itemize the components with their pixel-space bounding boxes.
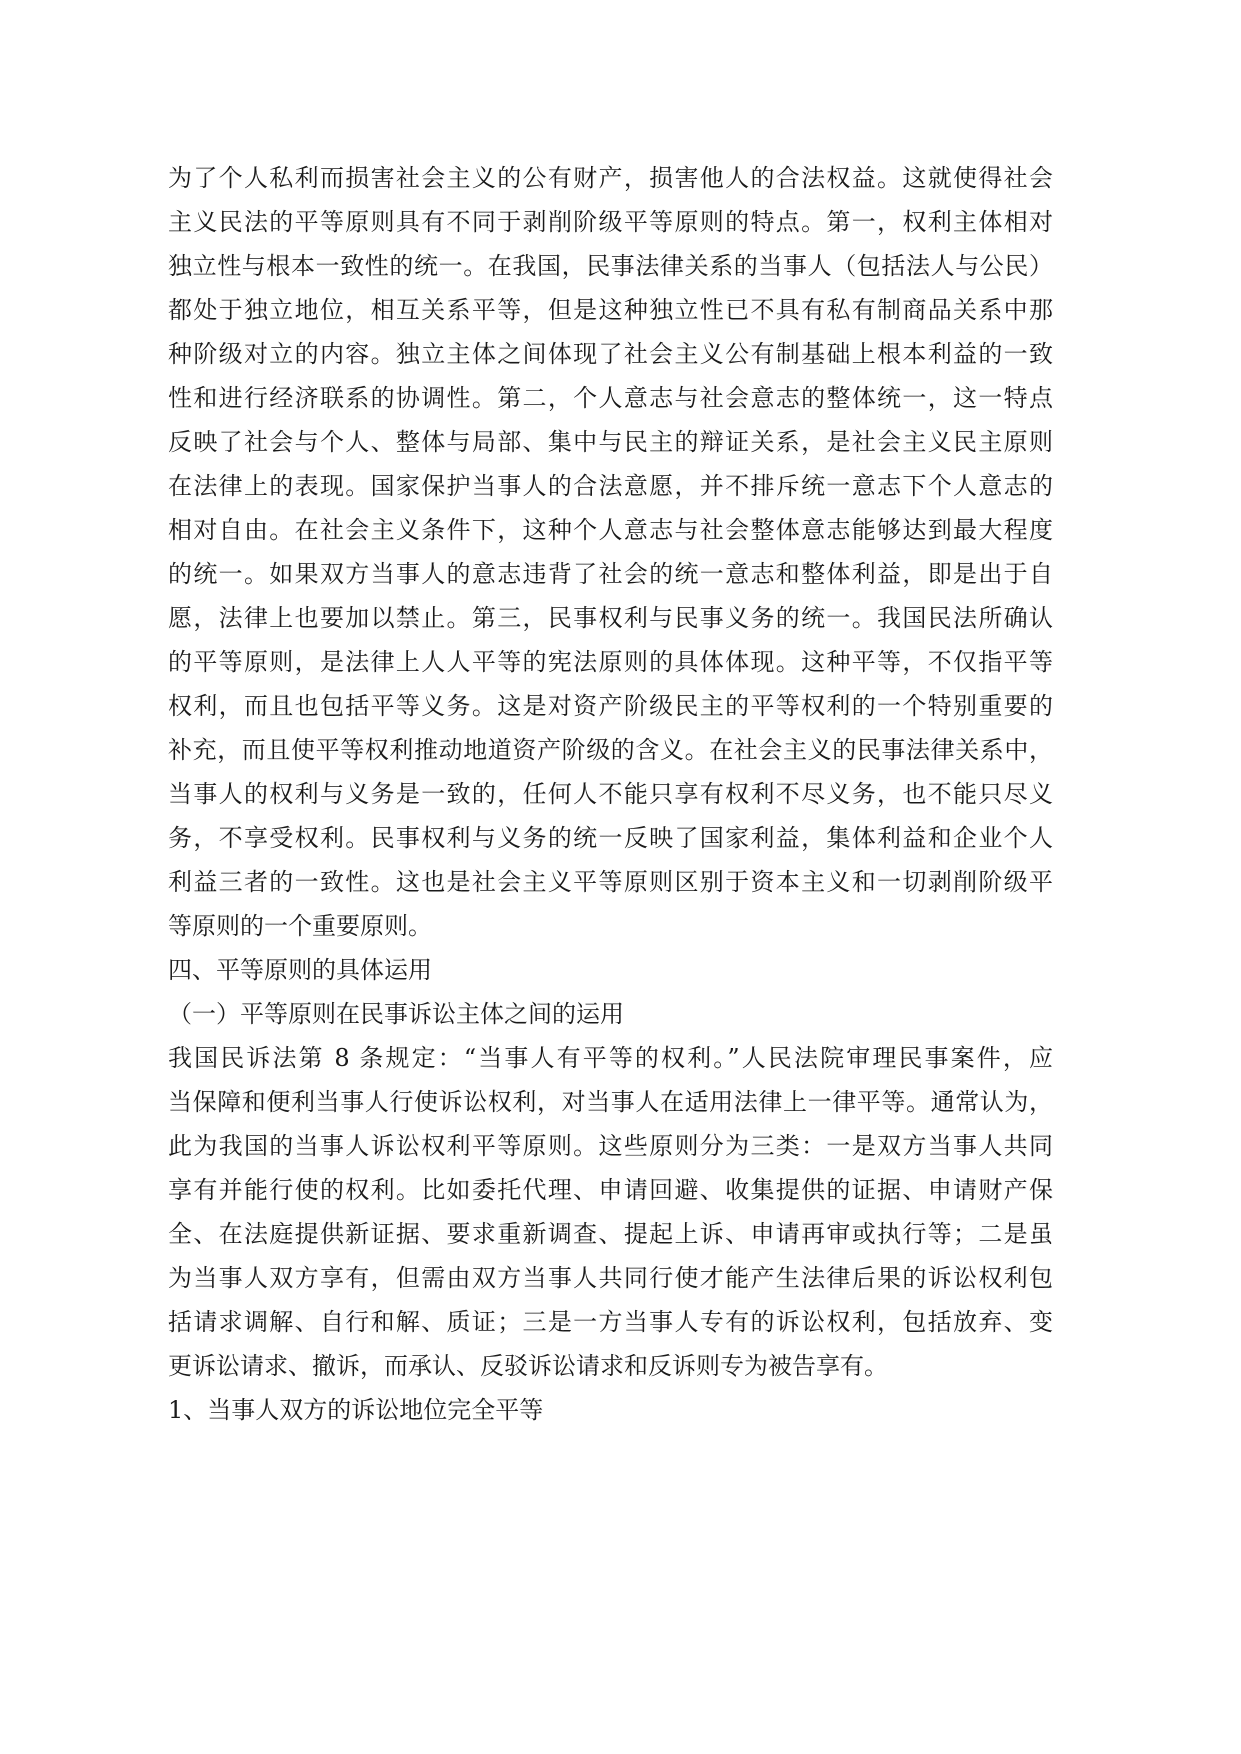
text-line: 此为我国的当事人诉讼权利平等原则。这些原则分为三类：一是双方当事人共同 — [168, 1132, 1053, 1160]
text-line: 愿，法律上也要加以禁止。第三，民事权利与民事义务的统一。我国民法所确认 — [168, 604, 1053, 632]
paragraph-equality-characteristics — [168, 156, 1053, 948]
section-heading — [168, 948, 1053, 992]
text-line: 的平等原则，是法律上人人平等的宪法原则的具体体现。这种平等，不仅指平等 — [168, 648, 1053, 676]
text-line: 我国民诉法第 8 条规定：“当事人有平等的权利。”人民法院审理民事案件，应 — [168, 1044, 1053, 1072]
text-line: 反映了社会与个人、整体与局部、集中与民主的辩证关系，是社会主义民主原则 — [168, 428, 1053, 456]
text-line: 主义民法的平等原则具有不同于剥削阶级平等原则的特点。第一，权利主体相对 — [168, 208, 1053, 236]
text-line: 相对自由。在社会主义条件下，这种个人意志与社会整体意志能够达到最大程度 — [168, 516, 1053, 544]
text-line: 在法律上的表现。国家保护当事人的合法意愿，并不排斥统一意志下个人意志的 — [168, 472, 1053, 500]
text-line: 当保障和便利当事人行使诉讼权利，对当事人在适用法律上一律平等。通常认为， — [168, 1088, 1053, 1116]
text-line: 全、在法庭提供新证据、要求重新调查、提起上诉、申请再审或执行等；二是虽 — [168, 1220, 1053, 1248]
body-text — [168, 156, 1053, 1432]
text-line: 当事人的权利与义务是一致的，任何人不能只享有权利不尽义务，也不能只尽义 — [168, 780, 1053, 808]
numbered-heading-text: 1、当事人双方的诉讼地位完全平等 — [168, 1396, 544, 1424]
text-line: 的统一。如果双方当事人的意志违背了社会的统一意志和整体利益，即是出于自 — [168, 560, 1053, 588]
text-line: 享有并能行使的权利。比如委托代理、申请回避、收集提供的证据、申请财产保 — [168, 1176, 1053, 1204]
text-line: 更诉讼请求、撤诉，而承认、反驳诉讼请求和反诉则专为被告享有。 — [168, 1352, 888, 1380]
text-line: 利益三者的一致性。这也是社会主义平等原则区别于资本主义和一切剥削阶级平 — [168, 868, 1053, 896]
text-line: 务，不享受权利。民事权利与义务的统一反映了国家利益，集体利益和企业个人 — [168, 824, 1053, 852]
text-line: 独立性与根本一致性的统一。在我国，民事法律关系的当事人（包括法人与公民） — [168, 252, 1053, 280]
paragraph-civil-procedure-rights — [168, 1036, 1053, 1388]
text-line: 补充，而且使平等权利推动地道资产阶级的含义。在社会主义的民事法律关系中， — [168, 736, 1053, 764]
subsection-heading — [168, 992, 1053, 1036]
section-heading-text: 四、平等原则的具体运用 — [168, 956, 432, 984]
text-line: 性和进行经济联系的协调性。第二，个人意志与社会意志的整体统一，这一特点 — [168, 384, 1053, 412]
numbered-heading — [168, 1388, 1053, 1432]
text-line: 等原则的一个重要原则。 — [168, 912, 432, 940]
text-line: 权利，而且也包括平等义务。这是对资产阶级民主的平等权利的一个特别重要的 — [168, 692, 1053, 720]
text-line: 为当事人双方享有，但需由双方当事人共同行使才能产生法律后果的诉讼权利包 — [168, 1264, 1053, 1292]
text-line: 都处于独立地位，相互关系平等，但是这种独立性已不具有私有制商品关系中那 — [168, 296, 1053, 324]
subsection-heading-text: （一）平等原则在民事诉讼主体之间的运用 — [168, 1000, 624, 1028]
text-line: 括请求调解、自行和解、质证；三是一方当事人专有的诉讼权利，包括放弃、变 — [168, 1308, 1053, 1336]
text-line: 为了个人私利而损害社会主义的公有财产，损害他人的合法权益。这就使得社会 — [168, 164, 1053, 192]
text-line: 种阶级对立的内容。独立主体之间体现了社会主义公有制基础上根本利益的一致 — [168, 340, 1053, 368]
